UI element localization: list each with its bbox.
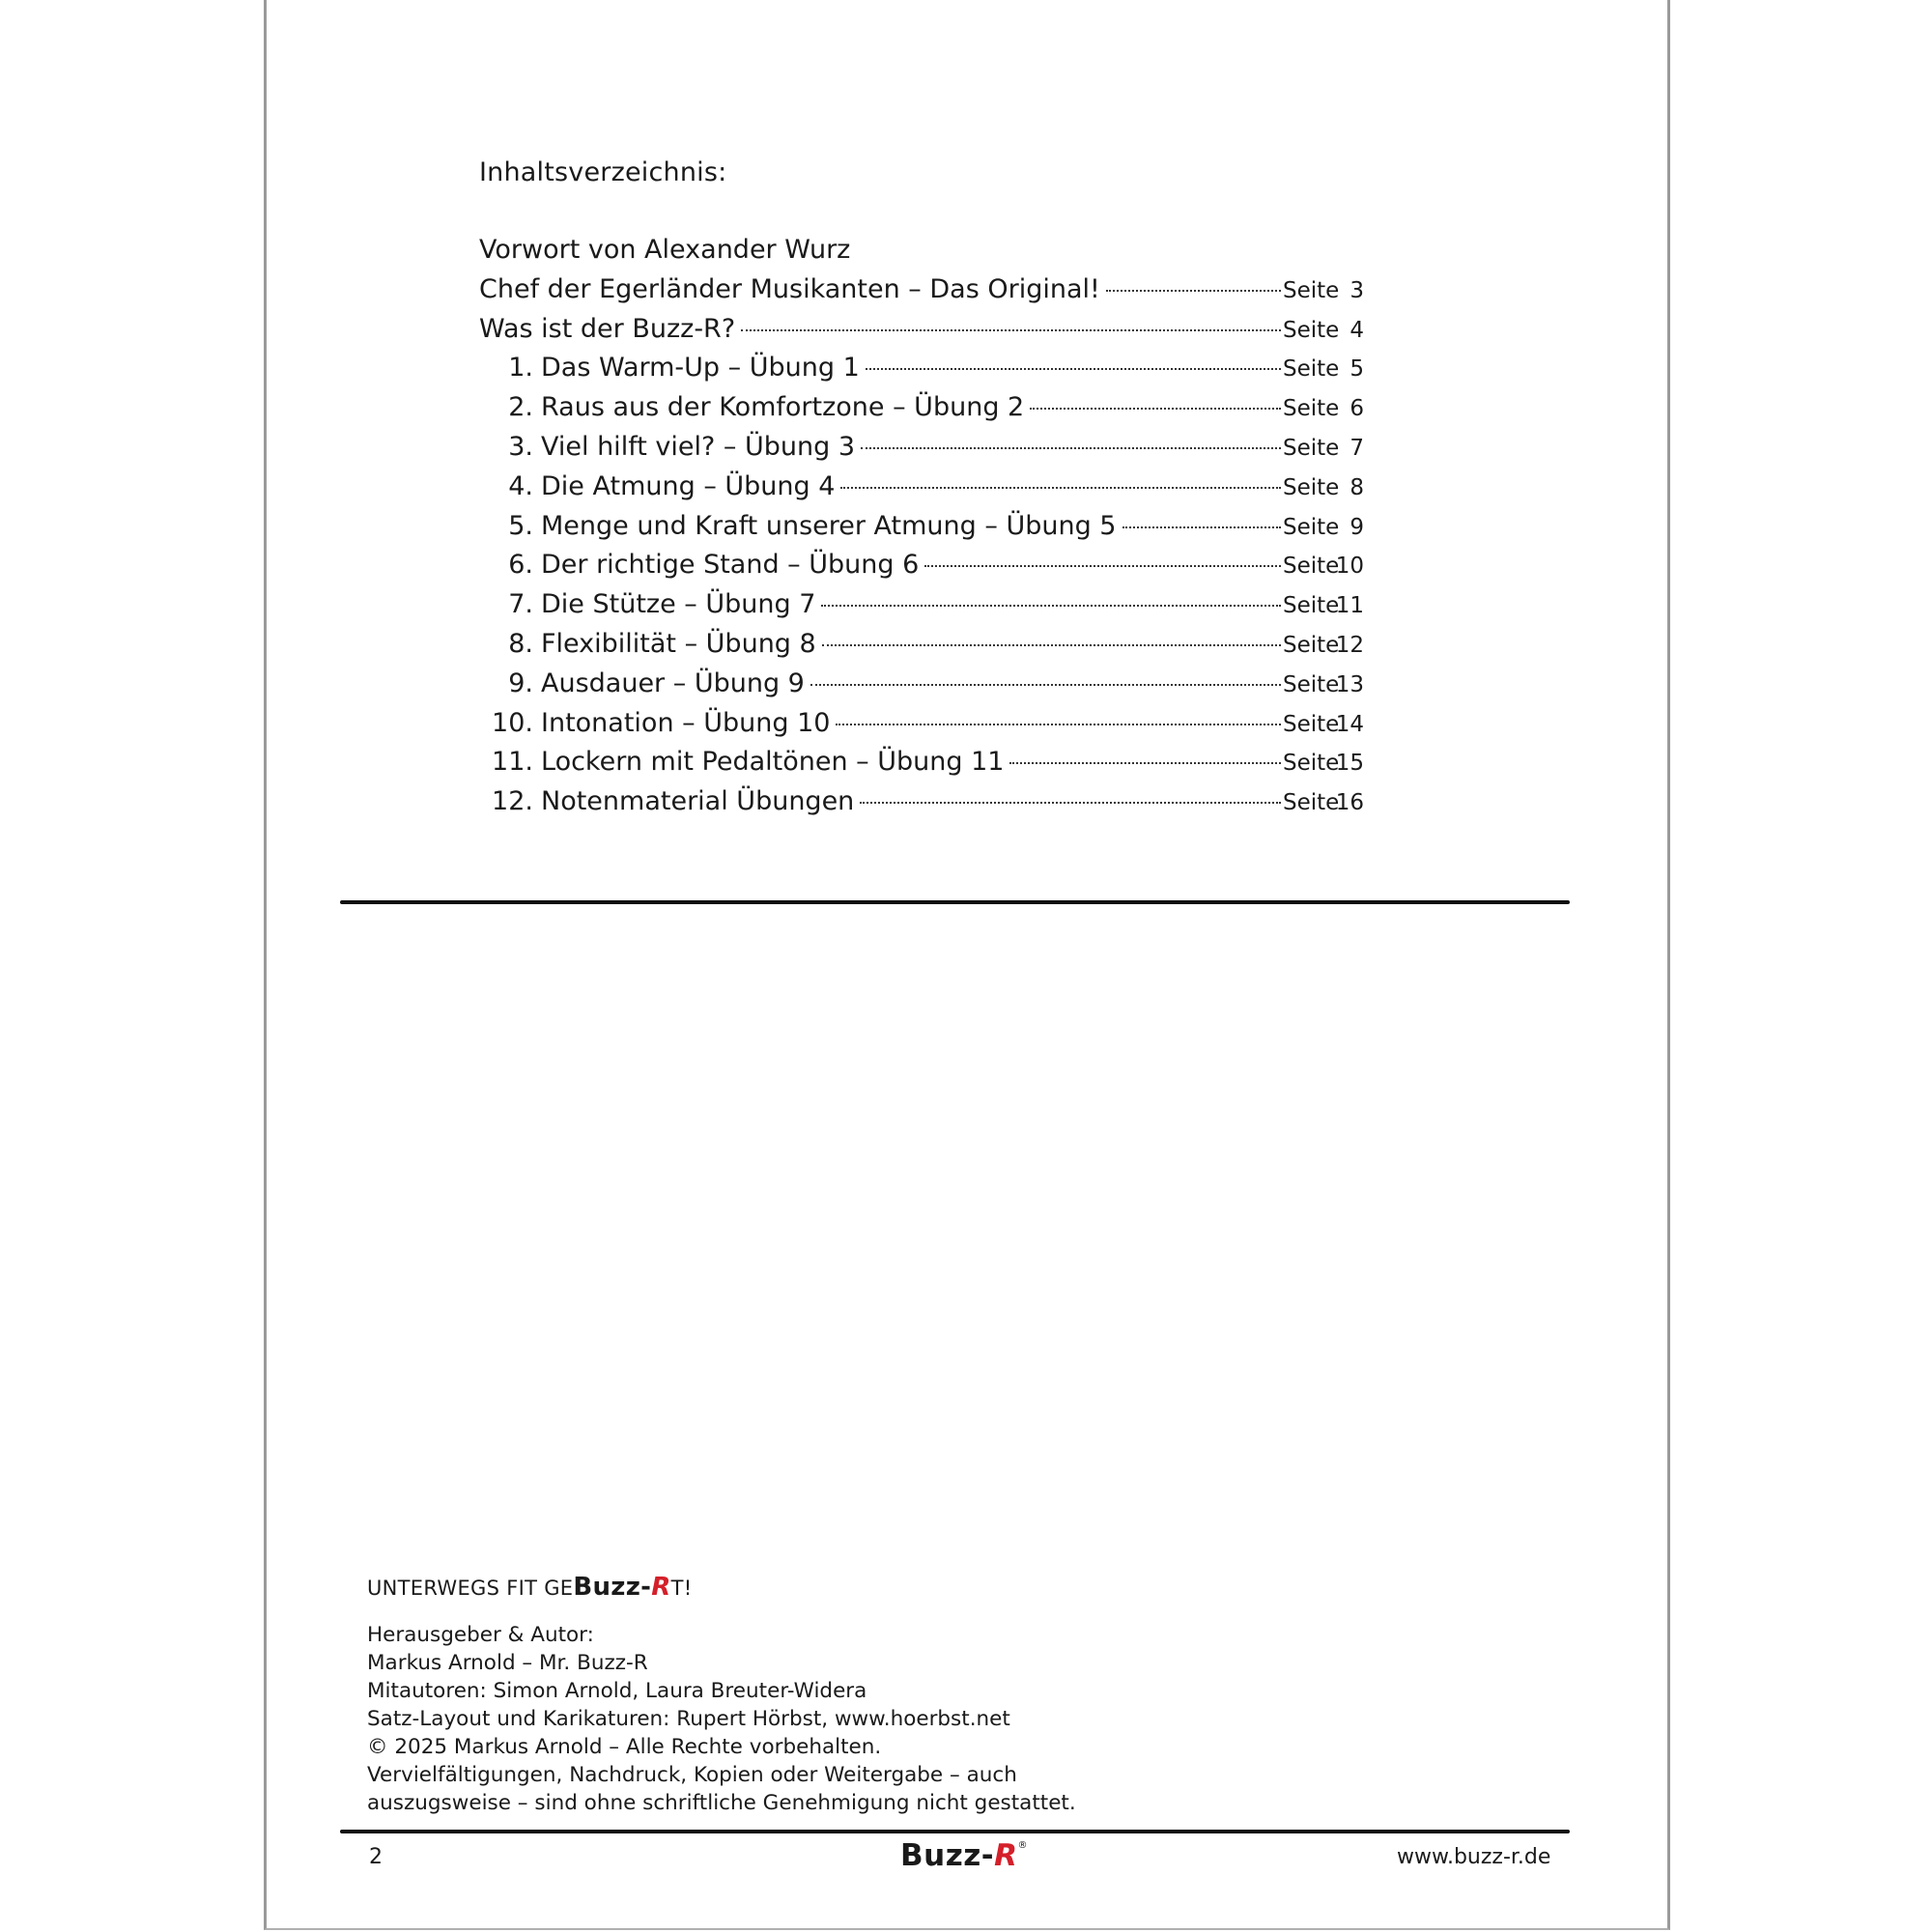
toc-seite-label: Seite xyxy=(1283,474,1340,500)
website-url: www.buzz-r.de xyxy=(1397,1845,1551,1869)
toc-dot-leader xyxy=(741,329,1281,331)
toc-entry-label: Der richtige Stand – Übung 6 xyxy=(541,550,920,581)
toc-page-number: 8 xyxy=(1350,474,1364,500)
toc-entry[interactable] xyxy=(479,550,1364,589)
toc-entry-number: 3. xyxy=(508,431,533,462)
slogan-brand: Buzz- xyxy=(573,1573,652,1602)
imprint-block xyxy=(367,1621,1076,1817)
imprint-line: auszugsweise – sind ohne schriftliche Genehmigung nicht gestattet. xyxy=(367,1791,1076,1815)
toc-entry-label: Vorwort von Alexander Wurz xyxy=(479,235,851,265)
toc-page-number: 4 xyxy=(1350,317,1364,343)
toc-seite-label: Seite xyxy=(1283,751,1340,777)
toc-entry[interactable] xyxy=(479,314,1364,354)
toc-page-number: 10 xyxy=(1335,554,1364,580)
imprint-line: Mitautoren: Simon Arnold, Laura Breuter-Widera xyxy=(367,1679,867,1703)
toc-dot-leader xyxy=(840,487,1281,489)
toc-seite-label: Seite xyxy=(1283,356,1340,383)
imprint-line: Satz-Layout und Karikaturen: Rupert Hörbst, www.hoerbst.net xyxy=(367,1707,1010,1731)
toc-entry-number: 6. xyxy=(508,550,533,581)
toc-seite-label: Seite xyxy=(1283,790,1340,816)
toc-page-number: 7 xyxy=(1350,435,1364,461)
toc-entry-number: 5. xyxy=(508,510,533,541)
toc-entry[interactable] xyxy=(479,392,1364,432)
toc-seite-label: Seite xyxy=(1283,396,1340,422)
toc-page-number: 5 xyxy=(1350,356,1364,383)
toc-heading: Inhaltsverzeichnis: xyxy=(479,157,727,187)
toc-page-number: 9 xyxy=(1350,514,1364,540)
toc-page-number: 15 xyxy=(1335,751,1364,777)
toc-entry[interactable] xyxy=(479,668,1364,708)
toc-seite-label: Seite xyxy=(1283,671,1340,697)
imprint-line: Herausgeber & Autor: xyxy=(367,1623,594,1647)
toc-dot-leader xyxy=(1122,526,1282,528)
toc-dot-leader xyxy=(861,447,1281,449)
toc-page-number: 16 xyxy=(1335,790,1364,816)
toc-entry[interactable] xyxy=(479,471,1364,511)
toc-dot-leader xyxy=(866,368,1281,370)
toc-entry[interactable] xyxy=(479,589,1364,629)
toc-dot-leader xyxy=(822,644,1281,646)
toc-page-number: 6 xyxy=(1350,396,1364,422)
toc-entry-number: 8. xyxy=(508,628,533,659)
toc-page-number: 14 xyxy=(1335,711,1364,737)
toc-entry-label: Lockern mit Pedaltönen – Übung 11 xyxy=(541,747,1005,778)
logo-text: Buzz- xyxy=(900,1838,995,1873)
divider-line-top xyxy=(340,900,1570,904)
toc-dot-leader xyxy=(1106,290,1281,292)
toc-page-number: 11 xyxy=(1335,593,1364,619)
toc-dot-leader xyxy=(1009,762,1281,764)
toc-page-number: 12 xyxy=(1335,632,1364,658)
toc-entry-number: 12. xyxy=(492,786,533,817)
toc-entry[interactable] xyxy=(479,353,1364,392)
imprint-line: © 2025 Markus Arnold – Alle Rechte vorbehalten. xyxy=(367,1735,882,1759)
page-number: 2 xyxy=(369,1845,383,1869)
slogan-r: R xyxy=(651,1573,671,1602)
imprint-line: Markus Arnold – Mr. Buzz-R xyxy=(367,1651,648,1675)
toc-entry-number: 11. xyxy=(492,747,533,778)
imprint-line: Vervielfältigungen, Nachdruck, Kopien oder Weitergabe – auch xyxy=(367,1763,1017,1787)
toc-seite-label: Seite xyxy=(1283,317,1340,343)
toc-entry-number: 10. xyxy=(492,707,533,738)
toc-seite-label: Seite xyxy=(1283,514,1340,540)
toc-entry[interactable] xyxy=(479,708,1364,748)
toc-entry-label: Ausdauer – Übung 9 xyxy=(541,668,805,698)
toc-entry-label: Die Atmung – Übung 4 xyxy=(541,470,836,501)
toc-page-number: 3 xyxy=(1350,277,1364,303)
toc-entry-label: Das Warm-Up – Übung 1 xyxy=(541,353,860,384)
divider-line-bottom xyxy=(340,1830,1570,1833)
toc-entry-number: 1. xyxy=(508,353,533,384)
footer-slogan xyxy=(367,1573,692,1602)
toc-entry[interactable] xyxy=(479,432,1364,471)
toc-entry[interactable] xyxy=(479,235,1364,274)
toc-seite-label: Seite xyxy=(1283,435,1340,461)
toc-dot-leader xyxy=(836,724,1281,725)
toc-seite-label: Seite xyxy=(1283,711,1340,737)
toc-entry-number: 4. xyxy=(508,470,533,501)
toc-seite-label: Seite xyxy=(1283,554,1340,580)
toc-dot-leader xyxy=(810,684,1281,686)
slogan-suffix: T! xyxy=(670,1577,693,1600)
registered-mark: ® xyxy=(1017,1840,1029,1851)
toc-entry-label: Die Stütze – Übung 7 xyxy=(541,589,816,620)
toc-entry-number: 2. xyxy=(508,392,533,423)
toc-entry-label: Menge und Kraft unserer Atmung – Übung 5 xyxy=(541,510,1117,541)
buzz-r-logo xyxy=(900,1838,1028,1873)
toc-entry[interactable] xyxy=(479,747,1364,786)
toc-entry-label: Chef der Egerländer Musikanten – Das Original! xyxy=(479,273,1100,304)
toc-entry-label: Raus aus der Komfortzone – Übung 2 xyxy=(541,392,1025,423)
toc-entry-label: Was ist der Buzz-R? xyxy=(479,313,736,344)
toc-page-number: 13 xyxy=(1335,671,1364,697)
logo-r: R xyxy=(994,1838,1018,1873)
toc-seite-label: Seite xyxy=(1283,632,1340,658)
toc-dot-leader xyxy=(860,802,1281,804)
toc-entry-label: Intonation – Übung 10 xyxy=(541,707,831,738)
toc-entry-label: Viel hilft viel? – Übung 3 xyxy=(541,431,856,462)
slogan-prefix: UNTERWEGS FIT GE xyxy=(367,1577,574,1600)
toc-dot-leader xyxy=(1030,408,1281,410)
table-of-contents xyxy=(479,235,1364,826)
toc-entry[interactable] xyxy=(479,629,1364,668)
toc-entry[interactable] xyxy=(479,274,1364,314)
toc-seite-label: Seite xyxy=(1283,277,1340,303)
toc-dot-leader xyxy=(924,565,1281,567)
toc-entry-label: Notenmaterial Übungen xyxy=(541,786,855,817)
toc-entry-number: 9. xyxy=(508,668,533,698)
toc-entry-label: Flexibilität – Übung 8 xyxy=(541,628,816,659)
toc-seite-label: Seite xyxy=(1283,593,1340,619)
toc-entry[interactable] xyxy=(479,511,1364,551)
toc-entry-number: 7. xyxy=(508,589,533,620)
toc-dot-leader xyxy=(821,605,1281,607)
toc-entry[interactable] xyxy=(479,786,1364,826)
